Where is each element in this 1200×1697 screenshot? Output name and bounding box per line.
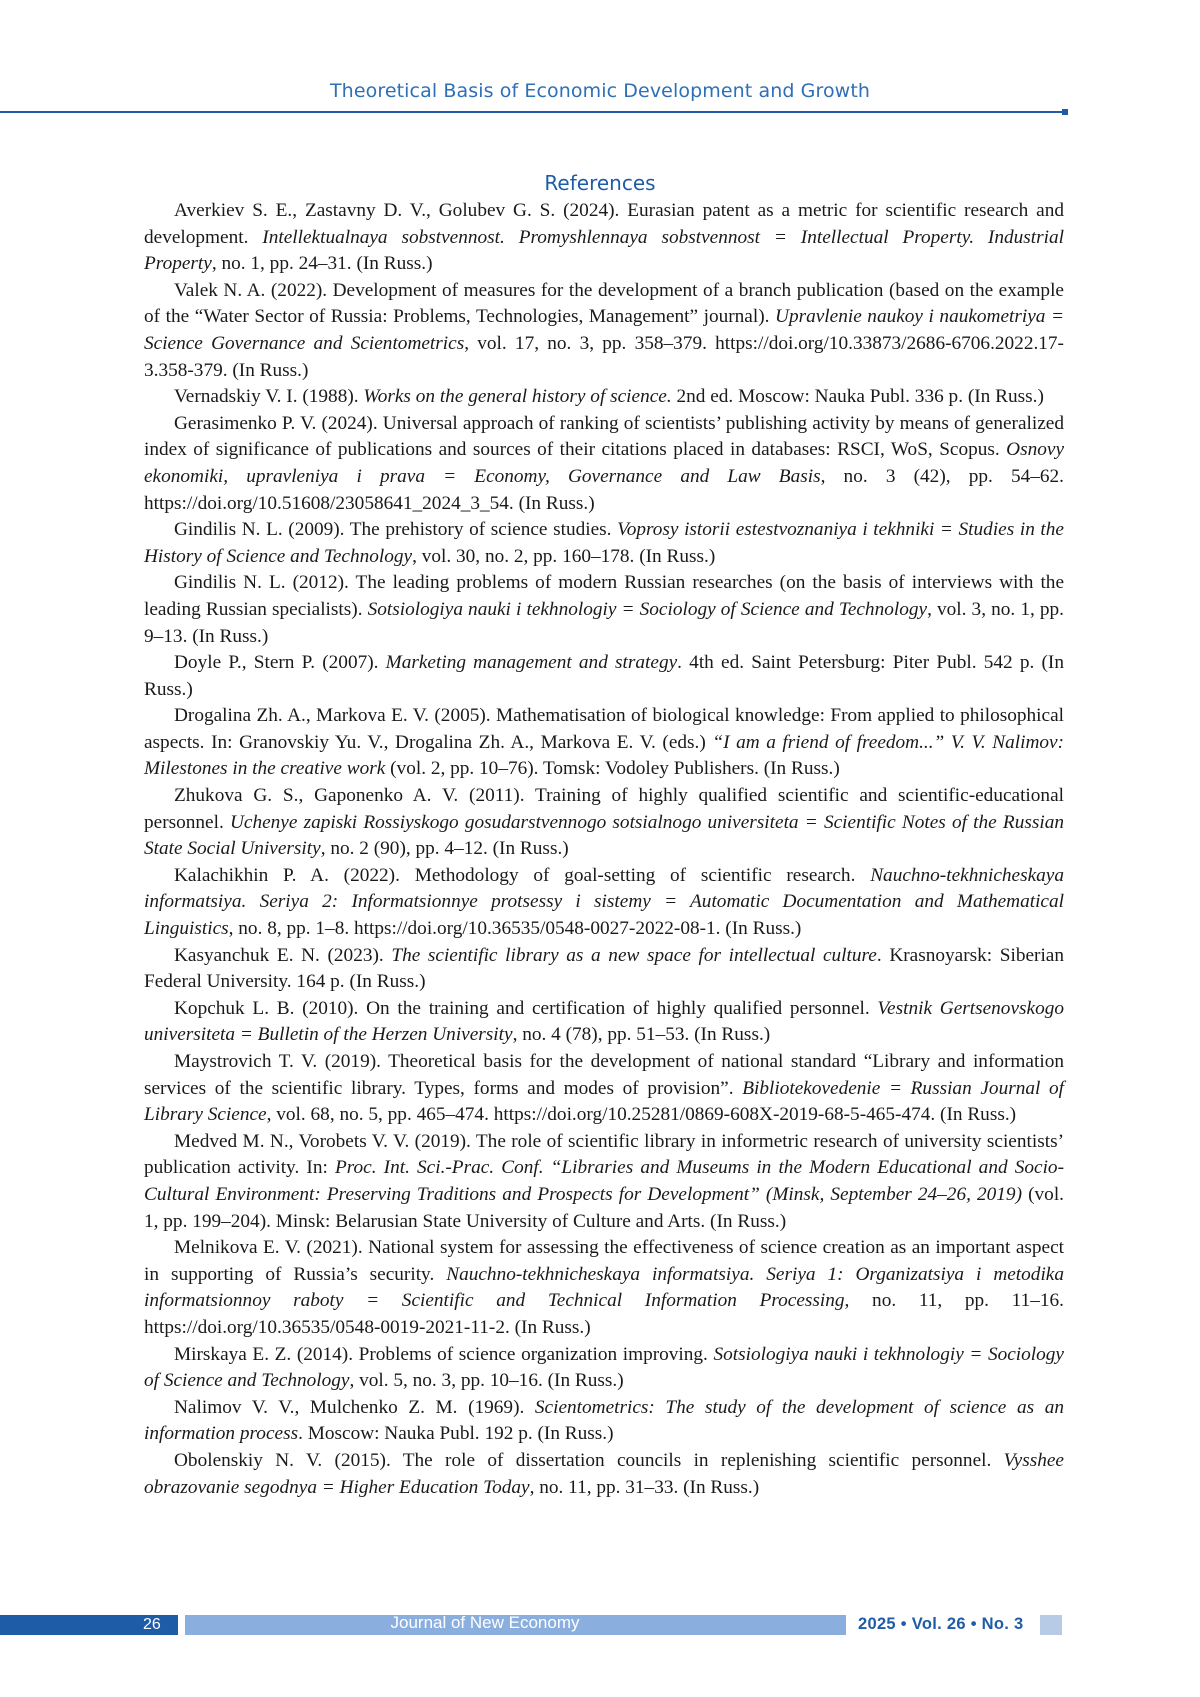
reference-text: Zhukova G. S., Gaponenko A. V. (2011). Training of highly qualified scientific and scientific-educa­tional personnel. [144,785,1064,833]
reference-item [144,783,1064,863]
reference-item [144,1129,1064,1235]
reference-item [144,996,1064,1049]
footer-square [1040,1615,1062,1635]
reference-text: Gerasimenko P. V. (2024). Universal approach of ranking of scientists’ publishing activity by means of generalized index of significance of publications and sources of their citations placed in databases: RSCI, WoS, Scopus. [144,413,1064,461]
reference-source: Vestnik Gertse­novskogo universiteta = Bulletin of the Herzen University [144,998,1064,1046]
reference-details: . 4th ed. Saint Petersburg: Piter Publ. 542 p. (In Russ.) [144,652,1064,700]
reference-text: Maystrovich T. V. (2019). Theoretical basis for the development of national standard “Library and information services of the scientific library. Types, forms and modes of provision”. [144,1051,1064,1099]
reference-source: Voprosy istorii estestvoznaniya i tekhniki = Studies in the History of Science and Technology [144,519,1064,567]
reference-source: Sotsiologiya nauki i tekhnologiy = Sociology of Science and Technol­ogy [368,599,927,620]
reference-details: 2nd ed. Moscow: Nauka Publ. 336 p. (In Russ.) [672,386,1044,407]
reference-text: Valek N. A. (2022). Development of measures for the development of a branch publication (based on the example of the “Water Sector of Russia: Problems, Technologies, Management” journal). [144,280,1064,328]
reference-text: Kasyanchuk E. N. (2023). [174,945,391,966]
reference-item [144,198,1064,278]
issue-info: 2025 • Vol. 26 • No. 3 [858,1613,1024,1635]
reference-text: Melnikova E. V. (2021). National system for assessing the effectiveness of science creation as an im­portant aspect in supporting of Russia’s security. [144,1237,1064,1285]
running-head: Theoretical Basis of Economic Development and Growth [0,80,1200,102]
references-heading: References [0,171,1200,195]
reference-source: Osnovy ekonomiki, upravleniya i prava = Economy, Governance and Law Basis [144,439,1064,487]
reference-text: Nalimov V. V., Mulchenko Z. M. (1969). [174,1397,535,1418]
reference-text: Kopchuk L. B. (2010). On the training and certification of highly qualified personnel. [174,998,877,1019]
reference-text: Medved M. N., Vorobets V. V. (2019). The role of scientific library in informetric research of university scientists’ publication activity. In: [144,1131,1064,1179]
page-number: 26 [143,1615,161,1635]
reference-details: (vol. 2, pp. 10–76). Tomsk: Vodoley Publishers. (In Russ.) [385,758,839,779]
reference-text: Vernadskiy V. I. (1988). [174,386,363,407]
journal-name: Journal of New Economy [185,1613,785,1633]
reference-details: , no. 2 (90), pp. 4–12. (In Russ.) [321,838,569,859]
reference-details: , vol. 5, no. 3, pp. 10–16. (In Russ.) [349,1370,623,1391]
reference-item [144,570,1064,650]
reference-item [144,411,1064,517]
reference-source: Marketing management and strategy [386,652,677,673]
reference-details: , no. 1, pp. 24–31. (In Russ.) [212,253,433,274]
reference-text: Gindilis N. L. (2009). The prehistory of science studies. [174,519,617,540]
reference-item [144,1342,1064,1395]
reference-item [144,943,1064,996]
header-rule-end-marker [1062,109,1068,115]
reference-text: Doyle P., Stern P. (2007). [174,652,386,673]
reference-item [144,384,1064,411]
reference-details: , no. 8, pp. 1–8. https://doi.org/10.36535/0548-0027-2022-08-1. (In Russ.) [229,918,802,939]
reference-text: Drogalina Zh. A., Markova E. V. (2005). Mathematisation of biological knowledge: From applied to phil­osophical aspects. In: Granovskiy Yu. V., Drogalina Zh. A., Markova E. V. (eds.) [144,705,1064,753]
reference-source: Upravlenie naukoy i naukometriya = Science Governance and Scientometrics [144,306,1064,354]
reference-text: Kalachikhin P. A. (2022). Methodology of goal-setting of scientific research. [174,865,870,886]
reference-source: The scientific library as a new space for intellectual culture [391,945,877,966]
reference-source: Vysshee obrazovanie segodnya = Higher Education Today [144,1450,1064,1498]
reference-details: , no. 4 (78), pp. 51–53. (In Russ.) [513,1024,771,1045]
reference-details: (vol. 1, pp. 199–204). Minsk: Belarusian State University of Culture and Arts. (In Russ.) [144,1184,1064,1232]
reference-source: “I am a friend of freedom...” V. V. Nalimov: Milestones in the creative work [144,732,1064,780]
reference-item [144,1448,1064,1501]
reference-source: Nauchno-tekhnicheskaya informatsiya. Seriya 2: Informatsionnye protsessy i sistemy = Automatic Documentation and Mathematical Linguistics [144,865,1064,939]
reference-item [144,1235,1064,1341]
reference-details: , vol. 30, no. 2, pp. 160–178. (In Russ.) [412,546,715,567]
references-list [144,198,1064,1501]
reference-source: Nauchno-tekhnicheskaya informatsiya. Seriya 1: Or­ganizatsiya i metodika informatsionnoy raboty = Scientific and Technical Information Processing [144,1264,1064,1312]
reference-details: , no. 11, pp. 31–33. (In Russ.) [530,1477,760,1498]
reference-source: Uchenye zapiski Rossiyskogo gosudarstvennogo sotsialnogo universiteta = Scientific Notes of the Russian State Social University [144,812,1064,860]
reference-item [144,703,1064,783]
reference-source: Bibliotekove­denie = Russian Journal of Library Science [144,1078,1064,1126]
header-rule [0,111,1065,113]
reference-text: Gindilis N. L. (2012). The leading problems of modern Russian researches (on the basis of interviews with the leading Russian specialists). [144,572,1064,620]
reference-source: Scientometrics: The study of the development of science as an information process [144,1397,1064,1445]
reference-details: , no. 11, pp. 11–16. https://doi.org/10.36535/0548-0019-2021-11-2. (In Russ.) [144,1290,1064,1338]
reference-text: Obolenskiy N. V. (2015). The role of dissertation councils in replenishing scientific personnel. [174,1450,1004,1471]
reference-item [144,278,1064,384]
reference-details: . Moscow: Nauka Publ. 192 p. (In Russ.) [298,1423,613,1444]
reference-details: . Krasnoyarsk: Siberian Federal University. 164 p. (In Russ.) [144,945,1064,993]
reference-source: Proc. Int. Sci.-Prac. Conf. “Libraries and Museums in the Modern Educa­tional and Socio-Cultural Environment: Preserving Traditions and Prospects for Development” (Minsk, Sep­tember 24–26, 2019) [144,1157,1064,1205]
reference-details: , vol. 3, no. 1, pp. 9–13. (In Russ.) [144,599,1064,647]
reference-text: Mirskaya E. Z. (2014). Problems of science organization improving. [174,1344,713,1365]
reference-item [144,650,1064,703]
reference-details: , vol. 68, no. 5, pp. 465–474. https://doi.org/10.25281/0869-608X-2019-68-5-465-474. (In Russ.) [267,1104,1016,1125]
reference-item [144,863,1064,943]
reference-details: , vol. 17, no. 3, pp. 358–379. https://doi.org/10.33873/2686-6706.2022.17-3.358-379. (In Russ.) [144,333,1064,381]
reference-details: , no. 3 (42), pp. 54–62. https://doi.org/10.51608/23058641_2024_3_54. (In Russ.) [144,466,1064,514]
reference-item [144,1395,1064,1448]
reference-item [144,517,1064,570]
reference-source: Sotsiologiya nauki i tekhnologiy = Sociology of Science and Technology [144,1344,1064,1392]
reference-source: Intellektualnaya sobstvennost. Promyshlennaya sobstvennost = Intellectual Property. In­dustrial Property [144,227,1064,275]
reference-item [144,1049,1064,1129]
reference-source: Works on the general history of science. [363,386,671,407]
reference-text: Averkiev S. E., Zastavny D. V., Golubev G. S. (2024). Eurasian patent as a metric for scientific research and development. [144,200,1064,248]
